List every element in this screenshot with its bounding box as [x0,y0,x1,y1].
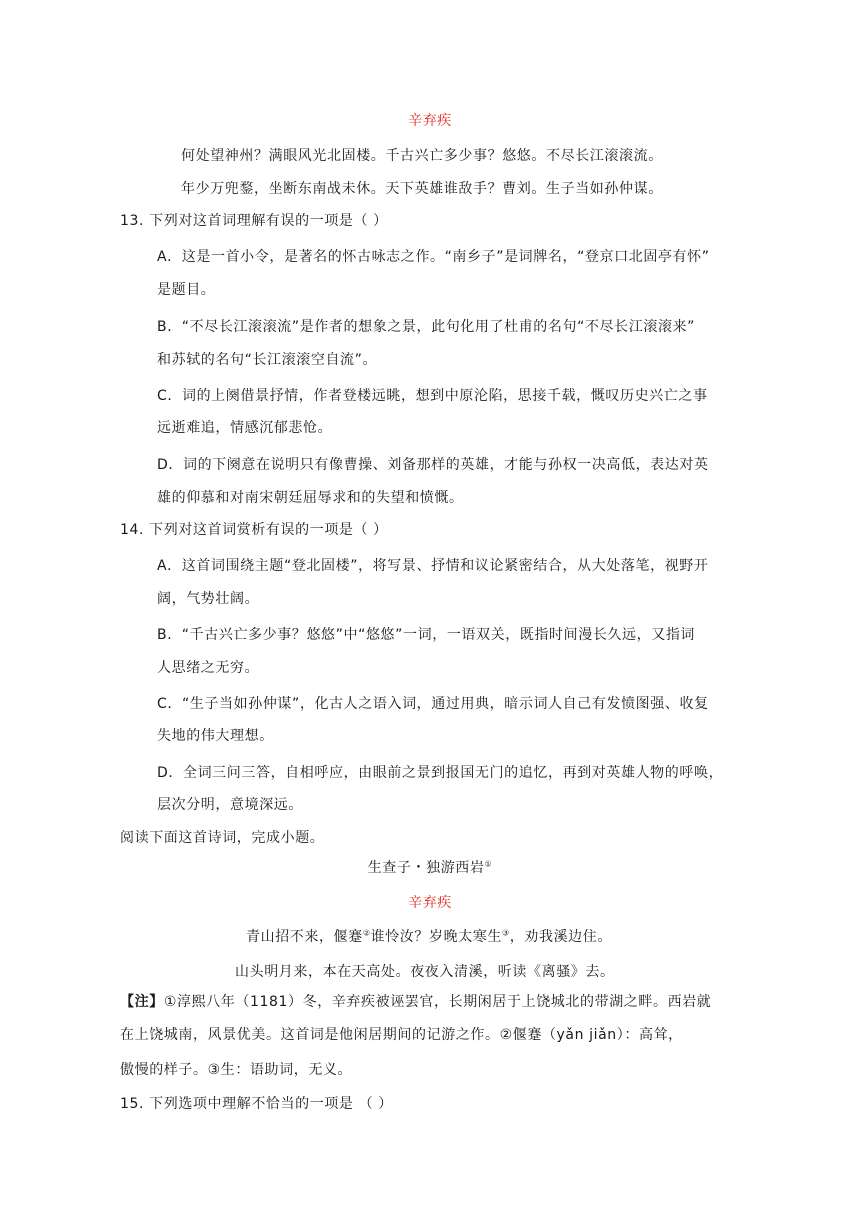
poem2-title [0,858,860,878]
q14-option-b-line1: B．“千古兴亡多少事？悠悠”中“悠悠”一词，一语双关，既指时间漫长久远，又指词 [157,627,696,643]
q14-option-d-line1: D．全词三问三答，自相呼应，由眼前之景到报国无门的追忆，再到对英雄人物的呼唤， [157,765,724,781]
q14-option-c-line1: C．“生子当如孙仲谋”，化古人之语入词，通过用典，暗示词人自己有发愤图强、收复 [157,696,709,712]
reading-instruction: 阅读下面这首诗词，完成小题。 [120,830,325,846]
poem2-line1-part-c: ，劝我溪边住。 [509,929,612,945]
poem2-line1-note-b: ③ [502,928,510,938]
q13-option-d-line1: D．词的下阕意在说明只有像曹操、刘备那样的英雄，才能与孙权一决高低，表达对英 [157,457,709,473]
poem2-line1-part-b: 谁怜汝？岁晚太寒生 [370,929,502,945]
q13-option-d-line2: 雄的仰慕和对南宋朝廷屈辱求和的失望和愤慨。 [157,490,464,506]
q13-option-b-line2: 和苏轼的名句“长江滚滚空自流”。 [157,352,378,368]
q13-option-a-line1: A．这是一首小令，是著名的怀古咏志之作。“南乡子”是词牌名，“登京口北固亭有怀” [157,249,710,265]
q14-option-a-line1: A．这首词围绕主题“登北固楼”，将写景、抒情和议论紧密结合，从大处落笔，视野开 [157,558,709,574]
q13-option-a-line2: 是题目。 [157,282,216,298]
q15-stem: 15. 下列选项中理解不恰当的一项是 （ ） [120,1096,393,1112]
poem2-line1-part-a: 青山招不来，偃蹇 [246,929,363,945]
q13-option-c-line2: 远逝难追，情感沉郁悲怆。 [157,420,333,436]
q13-stem: 13. 下列对这首词理解有误的一项是（ ） [120,213,388,229]
q13-option-b-line1: B．“不尽长江滚滚流”是作者的想象之景，此句化用了杜甫的名句“不尽长江滚滚来” [157,319,696,335]
poem2-line-2: 山头明月来，本在天高处。夜夜入清溪，听读《离骚》去。 [235,964,615,980]
q14-option-b-line2: 人思绪之无穷。 [157,660,260,676]
poem1-line-1: 何处望神州？满眼风光北固楼。千古兴亡多少事？悠悠。不尽长江滚滚流。 [181,148,663,164]
poem1-line-2: 年少万兜鍪，坐断东南战未休。天下英雄谁敌手？曹刘。生子当如孙仲谋。 [181,181,663,197]
q14-option-c-line2: 失地的伟大理想。 [157,728,274,744]
poem2-line-1 [246,927,612,947]
notes-label: 【注】 [120,994,164,1010]
notes-line-3: 傲慢的样子。③生：语助词，无义。 [120,1062,353,1078]
q13-option-c-line1: C．词的上阕借景抒情，作者登楼远眺，想到中原沦陷，思接千载，慨叹历史兴亡之事 [157,388,708,404]
poem2-title-text: 生查子・独游西岩 [367,860,485,876]
notes-line1-text: ①淳熙八年（1181）冬，辛弃疾被诬罢官，长期闲居于上饶城北的带湖之畔。西岩就 [163,994,712,1010]
q14-stem: 14. 下列对这首词赏析有误的一项是（ ） [120,522,388,538]
poem1-author: 辛弃疾 [408,113,452,129]
q14-option-d-line2: 层次分明，意境深远。 [157,797,303,813]
notes-line-1 [120,992,711,1012]
q14-option-a-line2: 阔，气势壮阔。 [157,591,260,607]
poem2-title-note-marker: ① [484,859,493,869]
notes-line-2: 在上饶城南，风景优美。这首词是他闲居期间的记游之作。②偃蹇（yǎn jiǎn）：高耸， [120,1027,683,1043]
poem2-author: 辛弃疾 [408,895,452,911]
poem2-line1-note-a: ② [362,928,371,938]
